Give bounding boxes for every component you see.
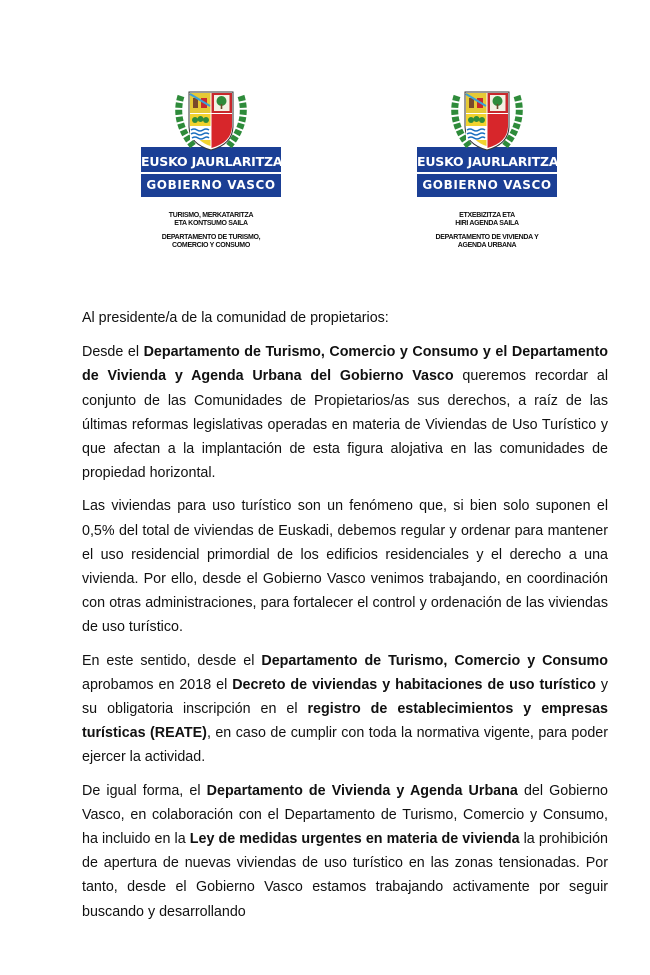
emphasized-text: registro de establecimientos y empresas turísticas (REATE) — [82, 701, 608, 742]
banner-title-es: GOBIERNO VASCO — [422, 178, 552, 192]
paragraph-text: y su obligatoria inscripción en el — [82, 676, 609, 718]
banner-title-eu: EUSKO JAURLARITZA — [141, 147, 281, 174]
paragraph-text: queremos recordar al conjunto de las Comunidades de Propietarios/as sus derechos, a raíz de las últimas reformas legislativas operadas en materia de Viviendas de Uso Turístico y que afectan a la implantación de esta figura alojativa en las comunidades de propiedad horizontal. — [82, 368, 609, 482]
letter-paragraph — [82, 340, 608, 485]
emphasized-text: Ley de medidas urgentes en materia de vivienda — [189, 831, 520, 848]
department-name-es — [141, 234, 281, 250]
emphasized-text: Decreto de viviendas y habitaciones de uso turístico — [232, 676, 596, 693]
paragraph-text: Desde el — [82, 344, 144, 361]
logo-turismo-comercio-consumo — [141, 86, 281, 250]
department-es-line: DEPARTAMENTO DE TURISMO, — [161, 234, 261, 241]
logo-vivienda-agenda-urbana — [417, 86, 557, 250]
letter-paragraphs — [82, 340, 608, 924]
paragraph-text: del Gobierno Vasco, en colaboración con el Departamento de Turismo, Comercio y Consumo, ha incluido en la — [82, 782, 608, 848]
department-name-eu — [417, 212, 557, 228]
emphasized-text: Departamento de Turismo, Comercio y Consumo — [261, 652, 609, 669]
paragraph-text: En este sentido, desde el — [82, 652, 262, 669]
department-name-eu — [141, 212, 281, 228]
department-eu-line: TURISMO, MERKATARITZA — [168, 212, 254, 219]
paragraph-text: , en caso de cumplir con toda la normativa vigente, para poder ejercer la actividad. — [82, 725, 608, 766]
department-es-line: AGENDA URBANA — [457, 242, 517, 249]
banner-title-eu: EUSKO JAURLARITZA — [417, 147, 557, 174]
paragraph-text: aprobamos en 2018 el — [82, 676, 233, 693]
paragraph-text: Las viviendas para uso turístico son un fenómeno que, si bien solo suponen el 0,5% del total de viviendas de Euskadi, debemos regular y ordenar para mantener el uso residencial primordial de los edificios residenciales y el derecho a una vivienda. Por ello, desde el Gobierno Vasco venimos trabajando, en coordinación con otras administraciones, para fortalecer el control y ordenación de las viviendas de uso turístico. — [82, 498, 608, 636]
salutation: Al presidente/a de la comunidad de propietarios: — [82, 310, 389, 326]
basque-coat-of-arms-icon — [417, 86, 557, 148]
letter-paragraph — [82, 649, 608, 770]
emphasized-text: Departamento de Vivienda y Agenda Urbana — [206, 782, 518, 799]
department-es-line: COMERCIO Y CONSUMO — [172, 242, 250, 249]
paragraph-text: De igual forma, el — [82, 782, 207, 799]
letter-paragraph — [82, 779, 608, 924]
department-eu-line: HIRI AGENDA SAILA — [455, 220, 519, 227]
department-eu-line: ETA KONTSUMO SAILA — [174, 220, 248, 227]
coat-of-arms-icon — [171, 86, 251, 156]
department-es-line: DEPARTAMENTO DE VIVIENDA Y — [435, 234, 539, 241]
basque-coat-of-arms-icon — [141, 86, 281, 148]
letter-body — [82, 306, 608, 933]
coat-of-arms-icon — [447, 86, 527, 156]
department-eu-line: ETXEBIZITZA ETA — [459, 212, 515, 219]
banner-title-es: GOBIERNO VASCO — [146, 178, 276, 192]
letter-paragraph — [82, 494, 608, 639]
department-name-es — [417, 234, 557, 250]
emphasized-text: Departamento de Turismo, Comercio y Consumo y el Departamento de Vivienda y Agenda Urbana del Gobierno Vasco — [82, 344, 608, 385]
paragraph-text: la prohibición de apertura de nuevas viviendas de uso turístico en las zonas tensionadas. Por tanto, desde el Gobierno Vasco estamos trabajando activamente por seguir buscando y desarrollando — [82, 831, 608, 920]
